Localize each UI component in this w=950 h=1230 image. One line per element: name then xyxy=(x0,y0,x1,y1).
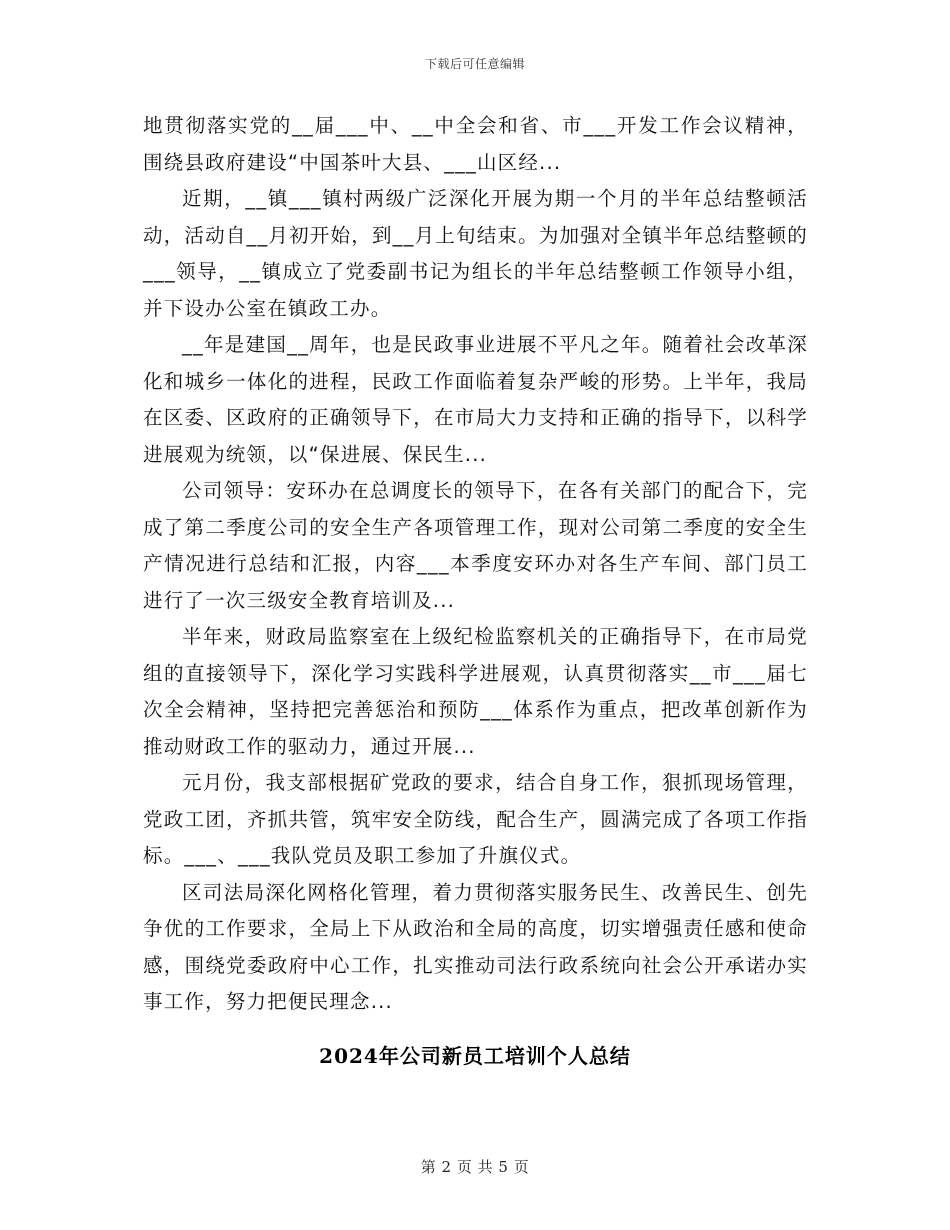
paragraph-2: 近期，__镇___镇村两级广泛深化开展为期一个月的半年总结整顿活动，活动自__月初开始，到__月上旬结束。为加强对全镇半年总结整顿的___领导，__镇成立了党委副书记为组长的半年总结整顿工作领导小组，并下设办公室在镇政工办。 xyxy=(143,187,808,320)
document-title: 2024年公司新员工培训个人总结 xyxy=(319,1044,631,1068)
paragraph-5: 半年来，财政局监察室在上级纪检监察机关的正确指导下，在市局党组的直接领导下，深化学习实践科学进展观，认真贯彻落实__市___届七次全会精神，坚持把完善惩治和预防___体系作为重点，把改革创新作为推动财政工作的驱动力，通过开展... xyxy=(143,625,808,758)
header-note: 下载后可任意编辑 xyxy=(424,57,525,71)
paragraph-7: 区司法局深化网格化管理，着力贯彻落实服务民生、改善民生、创先争优的工作要求，全局上下从政治和全局的高度，切实增强责任感和使命感，围绕党委政府中心工作，扎实推动司法行政系统向社会公开承诺办实事工作，努力把便民理念... xyxy=(143,880,808,1013)
paragraph-6: 元月份，我支部根据矿党政的要求，结合自身工作，狠抓现场管理，党政工团，齐抓共管，筑牢安全防线，配合生产，圆满完成了各项工作指标。___、___我队党员及职工参加了升旗仪式。 xyxy=(143,771,808,867)
paragraph-1: 地贯彻落实党的__届___中、__中全会和省、市___开发工作会议精神，围绕县政府建设“中国茶叶大县、___山区经... xyxy=(143,114,808,174)
paragraph-3: __年是建国__周年，也是民政事业进展不平凡之年。随着社会改革深化和城乡一体化的进程，民政工作面临着复杂严峻的形势。上半年，我局在区委、区政府的正确领导下，在市局大力支持和正确的指导下，以科学进展观为统领，以“保进展、保民生... xyxy=(143,333,808,466)
page-number: 第 2 页 共 5 页 xyxy=(420,1158,530,1176)
paragraph-4: 公司领导：安环办在总调度长的领导下，在各有关部门的配合下，完成了第二季度公司的安全生产各项管理工作，现对公司第二季度的安全生产情况进行总结和汇报，内容___本季度安环办对各生产车间、部门员工进行了一次三级安全教育培训及... xyxy=(143,479,808,612)
document-body xyxy=(143,108,808,1021)
